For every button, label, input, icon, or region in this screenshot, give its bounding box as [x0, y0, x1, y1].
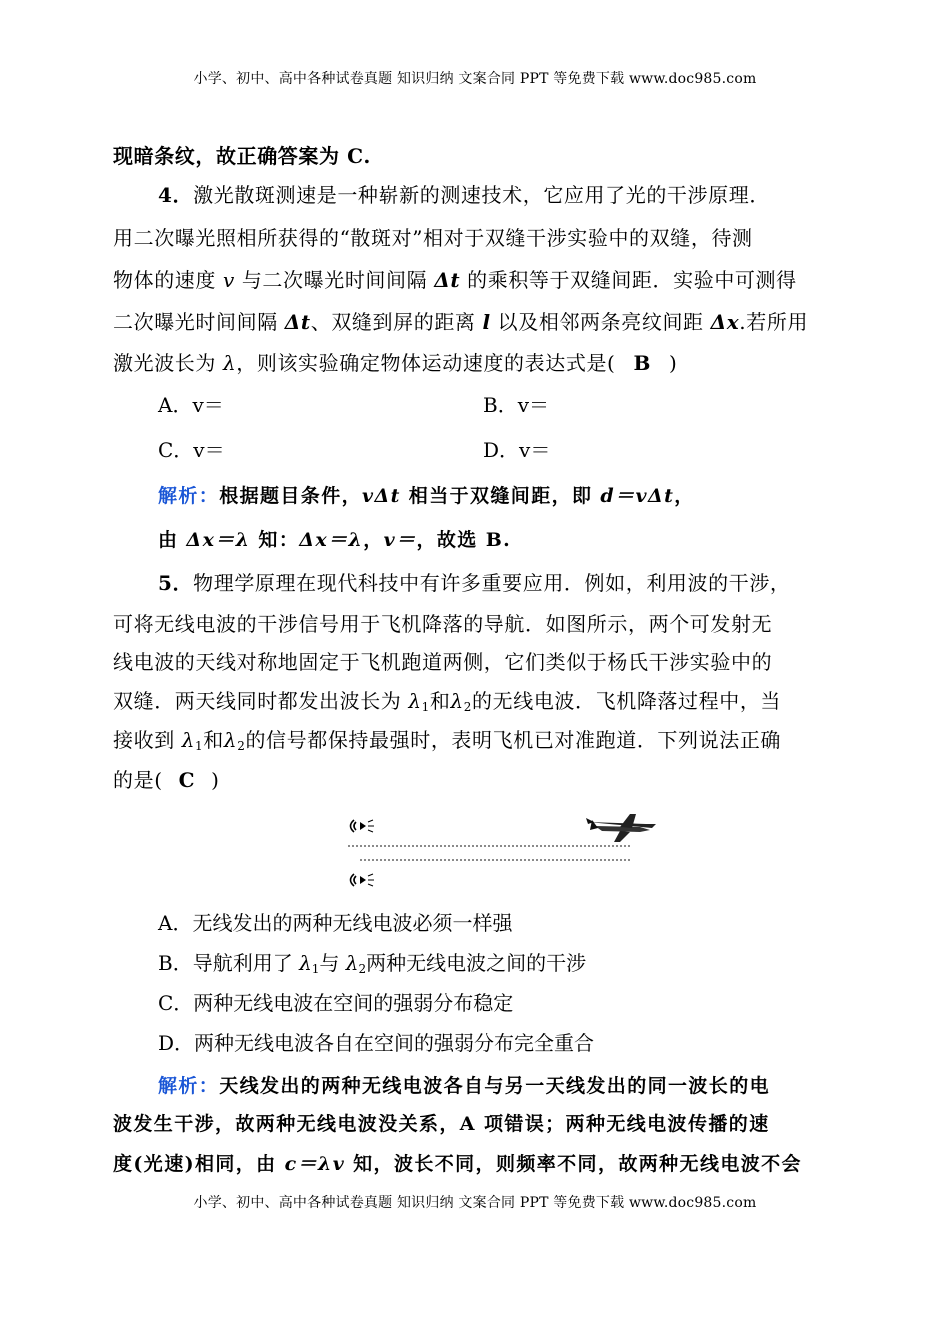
q4-line-2: 用二次曝光照相所获得的“散斑对”相对于双缝干涉实验中的双缝，待测	[113, 226, 753, 250]
q4-exp-2f: v＝	[383, 529, 417, 551]
q4-text-4c: 以及相邻两条亮纹间距	[490, 310, 711, 334]
q4-option-b: B．v＝	[483, 393, 549, 417]
airplane-icon	[586, 814, 656, 842]
q4-text-5c: )	[668, 351, 678, 375]
q5-optb-2: 两种无线电波之间的干涉	[366, 951, 587, 975]
q5-line-5	[113, 726, 839, 754]
q4-exp-2b: Δx＝λ	[186, 529, 251, 551]
q5-number: 5．	[158, 571, 194, 595]
sub-1: 1	[421, 700, 430, 714]
q4-text-3b: 与二次曝光时间间隔	[234, 268, 435, 292]
q5-optb-sub-1: 1	[311, 962, 320, 976]
q4-exp-2c: 知：	[250, 529, 300, 551]
q5-line-4	[113, 687, 839, 715]
q4-line-1	[158, 181, 838, 209]
q5-line-6	[113, 766, 839, 794]
page-header: 小学、初中、高中各种试卷真题 知识归纳 文案合同 PPT 等免费下载 www.doc985.com	[193, 71, 757, 87]
q4-exp-1e: ，	[674, 485, 695, 507]
q4-line-3	[113, 266, 839, 294]
q4-exp-1d: d＝vΔt	[600, 485, 675, 507]
q5-explanation-3	[113, 1150, 839, 1178]
q5-explanation-1	[158, 1072, 838, 1100]
q4-option-c: C．v＝	[158, 438, 225, 462]
q4-text-5b: ，则该实验确定物体运动速度的表达式是(	[236, 351, 616, 375]
q5-exp-3b: c＝λv	[284, 1153, 346, 1175]
var-v: v	[222, 268, 235, 292]
q5-option-b	[158, 949, 586, 977]
var-lambda-1b: λ	[181, 728, 196, 752]
q5-and: 和	[429, 689, 451, 713]
q5-text-1: 物理学原理在现代科技中有许多重要应用．例如，利用波的干涉，	[193, 571, 791, 595]
q5-optb-lambda-2: λ	[345, 951, 359, 975]
q5-option-c: C．两种无线电波在空间的强弱分布稳定	[158, 991, 514, 1015]
prev-answer-line: 现暗条纹，故正确答案为 C.	[113, 144, 371, 168]
q5-optb-1: B．导航利用了	[158, 951, 300, 975]
q4-exp-2g: ，故选 B.	[416, 529, 512, 551]
antenna-top-icon	[351, 820, 375, 832]
q5-text-4a: 双缝．两天线同时都发出波长为	[113, 689, 409, 713]
q4-option-a: A．v＝	[158, 393, 224, 417]
var-delta-x: Δx	[710, 310, 740, 334]
q5-optb-lambda-1: λ	[299, 951, 312, 975]
q4-text-5a: 激光波长为	[113, 351, 223, 375]
sub-2: 2	[463, 700, 473, 714]
q5-exp-1: 天线发出的两种无线电波各自与另一天线发出的同一波长的电	[219, 1075, 771, 1097]
q4-text-3c: 的乘积等于双缝间距．实验中可测得	[460, 268, 797, 292]
q4-line-4	[113, 308, 839, 336]
q5-explanation-label: 解析：	[158, 1075, 220, 1097]
q5-optb-and: 与	[319, 951, 346, 975]
q5-text-6b: )	[211, 768, 220, 792]
var-l: l	[482, 310, 491, 334]
q5-text-5a: 接收到	[113, 728, 182, 752]
page-footer: 小学、初中、高中各种试卷真题 知识归纳 文案合同 PPT 等免费下载 www.doc985.com	[193, 1195, 757, 1211]
q5-line-1	[158, 569, 838, 597]
q4-line-5	[113, 349, 839, 377]
q5-answer: C	[178, 768, 196, 792]
q5-line-3: 线电波的天线对称地固定于飞机跑道两侧，它们类似于杨氏干涉实验中的	[113, 650, 773, 674]
q4-number: 4．	[158, 183, 194, 207]
var-delta-t-2: Δt	[284, 310, 311, 334]
var-lambda-2: λ	[450, 689, 464, 713]
var-lambda-2b: λ	[223, 728, 238, 752]
q4-exp-2d: Δx＝λ	[299, 529, 364, 551]
q4-text-3a: 物体的速度	[113, 268, 223, 292]
var-lambda-1: λ	[408, 689, 422, 713]
q4-explanation-2	[158, 526, 838, 554]
q5-option-a: A．无线发出的两种无线电波必须一样强	[158, 911, 513, 935]
q5-exp-3a: 度(光速)相同，由	[113, 1153, 285, 1175]
q4-text-1: 激光散斑测速是一种崭新的测速技术，它应用了光的干涉原理．	[193, 183, 770, 207]
sub-2b: 2	[237, 739, 246, 753]
q4-option-d: D．v＝	[483, 438, 551, 462]
q5-text-4b: 的无线电波．飞机降落过程中，当	[472, 689, 782, 713]
q4-exp-1c: 相当于双缝间距，即	[400, 485, 601, 507]
var-lambda: λ	[222, 351, 237, 375]
sub-1b: 1	[195, 739, 204, 753]
q5-explanation-2: 波发生干涉，故两种无线电波没关系，A 项错误；两种无线电波传播的速	[113, 1113, 770, 1135]
q5-option-d: D．两种无线电波各自在空间的强弱分布完全重合	[158, 1031, 595, 1055]
var-delta-t: Δt	[434, 268, 461, 292]
runway-figure	[340, 806, 670, 892]
q4-exp-2a: 由	[158, 529, 187, 551]
q4-explanation-1	[158, 482, 838, 510]
q5-optb-sub-2: 2	[358, 962, 367, 976]
q5-text-6a: 的是(	[113, 768, 163, 792]
q4-explanation-label: 解析：	[158, 485, 220, 507]
q4-exp-2e: ，	[363, 529, 384, 551]
q4-exp-1a: 根据题目条件，	[219, 485, 363, 507]
q5-exp-3c: 知，波长不同，则频率不同，故两种无线电波不会	[345, 1153, 802, 1175]
q4-answer: B	[633, 351, 651, 375]
q4-exp-1b: vΔt	[362, 485, 401, 507]
q5-and-2: 和	[203, 728, 224, 752]
antenna-bottom-icon	[351, 874, 375, 886]
q5-line-2: 可将无线电波的干涉信号用于飞机降落的导航．如图所示，两个可发射无	[113, 612, 773, 636]
q5-text-5b: 的信号都保持最强时，表明飞机已对准跑道．下列说法正确	[245, 728, 782, 752]
q4-text-4d: .若所用	[739, 310, 809, 334]
q4-text-4a: 二次曝光时间间隔	[113, 310, 285, 334]
q4-text-4b: 、双缝到屏的距离	[310, 310, 483, 334]
